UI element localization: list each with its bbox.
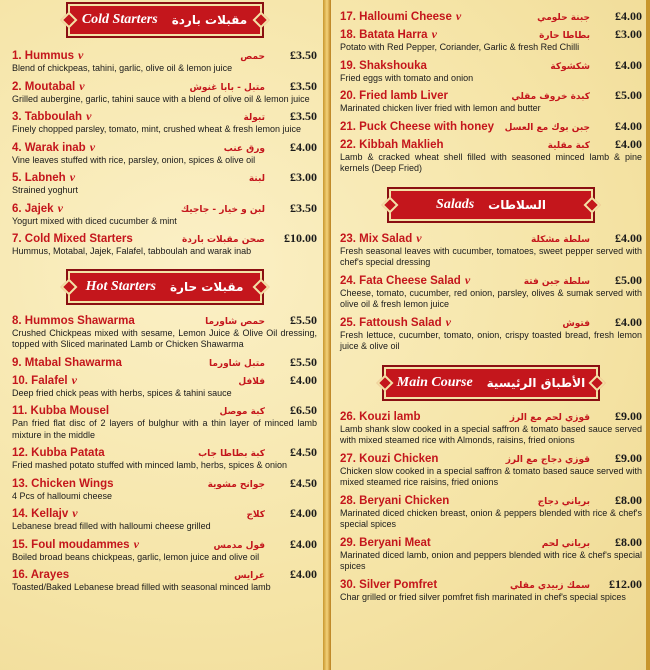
item-name-arabic: تبولة <box>243 113 265 123</box>
item-name: 17. Halloumi Cheese <box>340 11 452 23</box>
main-course-banner <box>384 367 598 399</box>
item-name-arabic: برياني لحم <box>541 538 590 549</box>
menu-item-header <box>340 27 642 42</box>
item-price: £3.00 <box>290 170 317 184</box>
item-description: Marinated diced lamb, onion and peppers blended with rice & chef's special spices <box>340 549 642 571</box>
menu-item <box>12 567 317 594</box>
item-price: £12.00 <box>609 576 642 591</box>
item-description: Strained yoghurt <box>12 185 79 195</box>
section-title: Cold Starters <box>81 12 158 27</box>
item-name-arabic: برياني دجاج <box>537 496 590 507</box>
menu-item <box>12 201 317 228</box>
item-price: £3.50 <box>290 78 317 93</box>
vegetarian-mark: v <box>455 9 462 23</box>
item-name: 26. Kouzi lamb <box>340 410 421 423</box>
item-name: 30. Silver Pomfret <box>340 578 438 591</box>
item-price: £4.00 <box>290 567 317 581</box>
menu-item-header <box>340 409 642 424</box>
item-price: £3.00 <box>615 27 642 41</box>
menu-item-header <box>12 373 317 388</box>
menu-item <box>340 535 642 573</box>
item-name-arabic: بطاطا حارة <box>539 31 590 41</box>
menu-item-header <box>340 493 642 508</box>
menu-item-header <box>340 9 642 24</box>
menu-item <box>340 409 642 447</box>
vegetarian-mark: v <box>72 506 78 520</box>
item-name: 20. Fried lamb Liver <box>340 90 449 102</box>
item-name: 5. Labneh <box>12 172 66 184</box>
item-name-arabic: حمص <box>240 52 265 62</box>
item-description: Yogurt mixed with diced cucumber & mint <box>12 215 177 226</box>
menu-item <box>340 493 642 531</box>
item-name-arabic: كبة مقلية <box>547 140 590 151</box>
item-price: £5.00 <box>615 272 642 287</box>
menu-item <box>12 476 317 503</box>
item-price: £6.50 <box>290 403 317 417</box>
menu-item <box>340 137 642 175</box>
item-name: 21. Puck Cheese with honey <box>340 120 495 133</box>
item-name: 8. Hummos Shawarma <box>12 314 135 327</box>
menu-item-header <box>12 476 317 491</box>
item-description: Crushed Chickpeas mixed with sesame, Lemon Juice & Olive Oil dressing, topped with Sliced marinated Lamb or Chicken Shawarma <box>12 327 317 349</box>
item-name: 16. Arayes <box>12 569 70 581</box>
item-price: £4.00 <box>290 372 317 387</box>
item-name: 24. Fata Cheese Salad <box>340 274 461 287</box>
vegetarian-mark: v <box>89 139 96 154</box>
menu-item <box>12 373 317 400</box>
menu-item-header <box>12 445 317 460</box>
item-name: 1. Hummus <box>12 50 74 62</box>
menu-item-header <box>12 170 317 185</box>
hot-starters-continued-list <box>340 9 642 175</box>
section-title-arabic: مقبلات باردة <box>171 13 248 27</box>
item-name-arabic: جبن بوك مع العسل <box>504 122 590 133</box>
item-price: £4.00 <box>290 506 317 520</box>
item-price: £4.00 <box>615 57 642 72</box>
menu-item-header <box>12 567 317 582</box>
vegetarian-mark: v <box>79 78 85 93</box>
menu-item <box>12 231 317 258</box>
cold-starters-list <box>12 48 317 258</box>
item-name: 6. Jajek <box>12 202 54 215</box>
item-price: £4.00 <box>615 136 642 151</box>
item-name: 3. Tabboulah <box>12 111 83 123</box>
item-name: 29. Beryani Meat <box>340 536 431 549</box>
item-name: 28. Beryani Chicken <box>340 494 450 507</box>
item-name: 27. Kouzi Chicken <box>340 452 439 465</box>
menu-item-header <box>12 109 317 124</box>
menu-item-header <box>12 201 317 216</box>
item-name-arabic: قوزي دجاج مع الرز <box>505 454 590 465</box>
item-name: 10. Falafel <box>12 374 68 387</box>
item-price: £10.00 <box>284 231 317 245</box>
item-name: 25. Fattoush Salad <box>340 316 442 329</box>
menu-item <box>340 451 642 489</box>
menu-item <box>340 9 642 24</box>
menu-item <box>12 48 317 75</box>
vegetarian-mark: v <box>464 272 471 287</box>
menu-item-header <box>12 537 317 552</box>
item-name: 18. Batata Harra <box>340 29 428 41</box>
menu-item <box>12 445 317 472</box>
section-title: Hot Starters <box>85 278 156 294</box>
menu-item <box>12 537 317 564</box>
item-description: Vine leaves stuffed with rice, parsley, onion, spices & olive oil <box>12 154 256 165</box>
menu-item <box>340 119 642 134</box>
item-description: Pan fried flat disc of 2 layers of bulghur with a thin layer of minced lamb mixture in the middle <box>12 418 317 440</box>
hot-starters-list <box>12 313 317 594</box>
item-name-arabic: متبل - بابا غنوش <box>189 82 265 93</box>
right-column <box>331 0 650 670</box>
item-description: 4 Pcs of halloumi cheese <box>12 490 113 501</box>
item-name: 23. Mix Salad <box>340 232 413 245</box>
menu-item-header <box>340 315 642 330</box>
item-name: 9. Mtabal Shawarma <box>12 356 122 369</box>
item-description: Finely chopped parsley, tomato, mint, crushed wheat & fresh lemon juice <box>12 124 301 134</box>
item-description: Fried mashed potato stuffed with minced lamb, herbs, spices & onion <box>12 460 287 470</box>
item-name-arabic: ورق عنب <box>223 143 265 154</box>
menu-item-header <box>12 140 317 155</box>
salads-list <box>340 231 642 353</box>
item-name-arabic: سلطة جبن فتة <box>523 276 590 287</box>
item-name: 12. Kubba Patata <box>12 447 105 459</box>
item-description: Fresh lettuce, cucumber, tomato, onion, crispy toasted bread, fresh lemon juice & olive oil <box>340 329 642 351</box>
menu-item <box>12 313 317 351</box>
menu-item-header <box>12 506 317 521</box>
hot-starters-banner <box>68 271 262 303</box>
item-name-arabic: حمص شاورما <box>205 316 265 327</box>
vegetarian-mark: v <box>86 109 92 123</box>
item-description: Char grilled or fried silver pomfret fish marinated in chef's special spices <box>340 591 626 602</box>
item-description: Deep fried chick peas with herbs, spices & tahini sauce <box>12 387 232 398</box>
menu-item-header <box>340 535 642 550</box>
item-description: Boiled broad beans chickpeas, garlic, lemon juice and olive oil <box>12 551 260 562</box>
item-name-arabic: جوانح مشوية <box>207 479 265 490</box>
menu-item-header <box>12 79 317 94</box>
menu-item-header <box>340 231 642 246</box>
item-description: Lebanese bread filled with halloumi cheese grilled <box>12 521 211 531</box>
item-price: £4.00 <box>290 139 317 154</box>
item-price: £3.50 <box>290 48 317 62</box>
menu-item-header <box>12 313 317 328</box>
item-name-arabic: لبنة <box>248 174 265 184</box>
item-price: £8.00 <box>615 534 642 549</box>
item-price: £4.50 <box>290 445 317 459</box>
item-description: Hummus, Motabal, Jajek, Falafel, tabboulah and warak inab <box>12 246 252 256</box>
menu-item-header <box>12 231 317 246</box>
item-name-arabic: قوزي لحم مع الرز <box>509 412 590 423</box>
item-description: Fresh seasonal leaves with cucumber, tomatoes, sweet pepper served with chef's special dressing <box>340 245 642 267</box>
item-price: £4.50 <box>290 475 317 490</box>
item-description: Grilled aubergine, garlic, tahini sauce with a blend of olive oil & lemon juice <box>12 93 310 104</box>
item-name: 14. Kellajv <box>12 508 69 520</box>
item-name: 19. Shakshouka <box>340 59 427 72</box>
item-description: Toasted/Baked Lebanese bread filled with seasonal minced lamb <box>12 582 271 592</box>
item-name-arabic: كبة موصل <box>219 407 265 417</box>
menu-item <box>340 315 642 353</box>
item-price: £4.00 <box>290 536 317 551</box>
item-price: £3.50 <box>290 200 317 215</box>
menu-item <box>12 170 317 197</box>
item-price: £3.50 <box>290 109 317 123</box>
item-name-arabic: شكشوكة <box>550 61 590 72</box>
left-column <box>0 0 323 670</box>
menu-item <box>340 577 642 604</box>
item-price: £4.00 <box>615 230 642 245</box>
item-price: £5.50 <box>290 354 317 369</box>
item-description: Lamb & cracked wheat shell filled with seasoned minced lamb & pine kernels (Deep Fried) <box>340 151 642 173</box>
menu-item-header <box>12 355 317 370</box>
item-name: 22. Kibbah Maklieh <box>340 138 444 151</box>
item-price: £4.00 <box>615 314 642 329</box>
section-title-arabic: الأطباق الرئيسية <box>486 375 586 390</box>
cold-starters-banner <box>68 4 262 36</box>
item-name: 2. Moutabal <box>12 80 76 93</box>
vegetarian-mark: v <box>78 48 84 62</box>
menu-item <box>340 27 642 54</box>
menu-item <box>340 88 642 115</box>
item-name-arabic: فول مدمس <box>213 540 265 551</box>
item-name-arabic: متبل شاورما <box>208 358 265 369</box>
vegetarian-mark: v <box>69 170 76 184</box>
item-name: 13. Chicken Wings <box>12 477 114 490</box>
item-name-arabic: لبن و خيار - جاجيك <box>180 204 265 215</box>
item-name-arabic: جبنة حلومي <box>537 13 590 23</box>
salads-banner <box>389 189 593 221</box>
item-name-arabic: فتوش <box>562 318 590 329</box>
item-name-arabic: كبة بطاطا جاب <box>198 449 265 459</box>
menu-item-header <box>340 58 642 73</box>
section-title: Main Course <box>396 374 473 390</box>
item-description: Cheese, tomato, cucumber, red onion, parsley, olives & sumak served with olive oil & fresh lemon juice <box>340 287 642 309</box>
item-name-arabic: كبدة خروف مقلي <box>511 92 590 102</box>
menu-item-header <box>340 273 642 288</box>
main-course-list <box>340 409 642 604</box>
menu-item <box>340 273 642 311</box>
menu-item-header <box>340 137 642 152</box>
vegetarian-mark: v <box>431 27 437 41</box>
item-description: Fried eggs with tomato and onion <box>340 72 474 83</box>
menu-item <box>12 355 317 370</box>
item-price: £5.50 <box>290 312 317 327</box>
menu-item <box>340 231 642 269</box>
menu-item-header <box>12 48 317 63</box>
item-name-arabic: عرايس <box>234 571 265 581</box>
section-title-arabic: مقبلات حارة <box>169 279 244 294</box>
item-name-arabic: سمك زبيدي مقلي <box>509 580 590 591</box>
menu-item-header <box>340 451 642 466</box>
menu-item <box>12 79 317 106</box>
section-title-arabic: السلاطات <box>488 197 546 212</box>
item-name-arabic: كلاج <box>246 510 265 520</box>
menu-item-header <box>12 403 317 418</box>
item-name: 7. Cold Mixed Starters <box>12 233 133 245</box>
item-name-arabic: صحن مقبلات باردة <box>181 235 265 245</box>
item-name-arabic: سلطة مشكلة <box>531 234 590 245</box>
menu-item <box>12 506 317 533</box>
column-divider <box>323 0 331 670</box>
vegetarian-mark: v <box>57 200 63 215</box>
item-price: £9.00 <box>615 408 642 423</box>
menu-item <box>340 58 642 85</box>
menu-item-header <box>340 577 642 592</box>
vegetarian-mark: v <box>133 536 139 551</box>
vegetarian-mark: v <box>416 230 422 245</box>
item-description: Potato with Red Pepper, Coriander, Garlic & fresh Red Chilli <box>340 42 580 52</box>
item-price: £8.00 <box>615 492 642 507</box>
item-description: Chicken slow cooked in a special saffron & tomato based sauce served with mixed steamed rice raisins, fried onions <box>340 465 642 487</box>
item-name: 15. Foul moudammes <box>12 538 130 551</box>
item-description: Lamb shank slow cooked in a special saffron & tomato based sauce served with mixed steamed rice with Almonds, raisins, fried onions <box>340 423 642 445</box>
item-name-arabic: فلافل <box>238 376 265 387</box>
item-price: £4.00 <box>615 118 642 133</box>
item-name: 11. Kubba Mousel <box>12 405 110 417</box>
item-description: Blend of chickpeas, tahini, garlic, olive oil & lemon juice <box>12 63 233 73</box>
item-price: £5.00 <box>615 88 642 102</box>
vegetarian-mark: v <box>445 314 451 329</box>
item-description: Marinated diced chicken breast, onion & peppers blended with rice & chef's special spices <box>340 507 642 529</box>
menu-item <box>12 140 317 167</box>
vegetarian-mark: v <box>71 372 77 387</box>
item-price: £9.00 <box>615 450 642 465</box>
section-title: Salads <box>436 196 475 212</box>
item-description: Marinated chicken liver fried with lemon and butter <box>340 103 541 113</box>
menu-item-header <box>340 88 642 103</box>
menu-item-header <box>340 119 642 134</box>
item-price: £4.00 <box>615 9 642 23</box>
menu-item <box>12 403 317 441</box>
item-name: 4. Warak inab <box>12 141 86 154</box>
menu-item <box>12 109 317 136</box>
